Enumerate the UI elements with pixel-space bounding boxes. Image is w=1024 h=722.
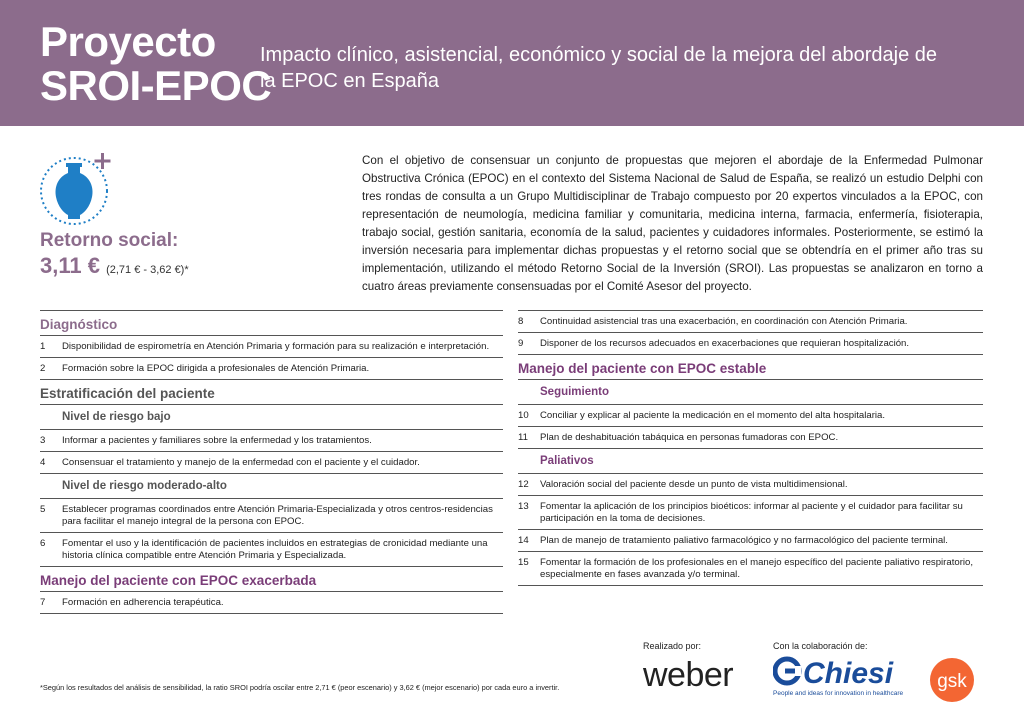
proposal-text: Plan de deshabituación tabáquica en personas fumadoras con EPOC. — [540, 432, 839, 443]
proposal-item — [40, 451, 503, 473]
proposal-item — [40, 335, 503, 357]
proposal-number: 10 — [518, 410, 529, 421]
return-range: (2,71 € - 3,62 €)* — [106, 264, 189, 276]
subsection-riesgo-bajo: Nivel de riesgo bajo — [40, 404, 503, 429]
section-estratificacion: Estratificación del paciente — [40, 379, 503, 404]
footnote: *Según los resultados del análisis de sensibilidad, la ratio SROI podría oscilar entre 2,71 € (peor escenario) y 3,62 € (mejor escenario) por cada euro a invertir. — [40, 683, 560, 692]
proposal-text: Plan de manejo de tratamiento paliativo farmacológico y no farmacológico del paciente terminal. — [540, 535, 948, 546]
proposal-number: 14 — [518, 535, 529, 546]
proposal-number: 5 — [40, 504, 46, 515]
proposals-right-column — [518, 310, 983, 586]
proposal-number: 2 — [40, 363, 46, 374]
riesgo-moderado-list — [40, 498, 503, 566]
title-line-2: SROI-EPOC — [40, 62, 272, 109]
proposal-item — [518, 495, 983, 529]
proposal-item — [40, 429, 503, 451]
divider — [518, 585, 983, 586]
proposal-number: 1 — [40, 341, 46, 352]
riesgo-bajo-list — [40, 429, 503, 473]
proposal-item — [518, 473, 983, 495]
proposal-number: 7 — [40, 597, 46, 608]
proposals-left-column — [40, 310, 503, 614]
seguimiento-list — [518, 404, 983, 448]
chiesi-wordmark: Chiesi — [803, 657, 894, 690]
proposal-number: 4 — [40, 457, 46, 468]
proposal-text: Formación sobre la EPOC dirigida a profesionales de Atención Primaria. — [62, 363, 370, 374]
chiesi-tagline: People and ideas for innovation in healthcare — [773, 690, 904, 697]
proposal-number: 12 — [518, 479, 529, 490]
subsection-seguimiento: Seguimiento — [518, 379, 983, 404]
proposal-item — [518, 529, 983, 551]
gsk-wordmark: gsk — [937, 671, 967, 692]
proposal-text: Disponibilidad de espirometría en Atención Primaria y formación para su realización e interpretación. — [62, 341, 490, 352]
proposal-text: Valoración social del paciente desde un punto de vista multidimensional. — [540, 479, 848, 490]
page-subtitle: Impacto clínico, asistencial, económico y social de la mejora del abordaje de la EPOC en España — [260, 44, 938, 92]
proposal-text: Fomentar la aplicación de los principios bioéticos: informar al paciente y el cuidador para facilitar su participación en la toma de decisiones. — [540, 501, 963, 524]
proposal-number: 11 — [518, 432, 528, 443]
proposal-item — [518, 332, 983, 354]
proposal-text: Disponer de los recursos adecuados en exacerbaciones que requieran hospitalización. — [540, 338, 910, 349]
proposal-text: Formación en adherencia terapéutica. — [62, 597, 224, 608]
return-value — [40, 253, 189, 279]
section-epoc-exacerbada: Manejo del paciente con EPOC exacerbada — [40, 566, 503, 591]
intro-paragraph: Con el objetivo de consensuar un conjunto de propuestas que mejoren el abordaje de la Enfermedad Pulmonar Obstructiva Crónica (EPOC) en el contexto del Sistema Nacional de Salud de España, se realizó un estudio Delphi con tres rondas de consulta a un Grupo Multidisciplinar de Trabajo compuesto por 20 expertos vinculados a la EPOC, con representación de neumología, medicina familiar y comunitaria, medicina interna, farmacia, enfermería, fisioterapia, trabajo social, gestión sanitaria, economía de la salud, pacientes y cuidadores informales. Posteriormente, se estimó la inversión necesaria para implementar dichas propuestas y el retorno social que se obtendría en el primer año tras su implementación, utilizando el método Retorno Social de la Inversión (SROI). Las propuestas se analizaron en torno a cuatro áreas previamente consensuadas por el Comité Asesor del proyecto. — [362, 154, 983, 293]
proposal-item — [518, 426, 983, 448]
page-title — [40, 20, 271, 108]
proposal-number: 13 — [518, 501, 529, 512]
proposal-item — [40, 357, 503, 379]
proposal-number: 8 — [518, 316, 524, 327]
collaboration-label: Con la colaboración de: — [773, 641, 868, 651]
paliativos-list — [518, 473, 983, 585]
diagnostico-list — [40, 335, 503, 379]
return-amount: 3,11 € — [40, 253, 100, 278]
return-label: Retorno social: — [40, 230, 179, 251]
section-epoc-estable: Manejo del paciente con EPOC estable — [518, 354, 983, 379]
proposal-item — [40, 532, 503, 566]
proposal-number: 3 — [40, 435, 46, 446]
header-banner — [0, 0, 1024, 126]
subsection-paliativos: Paliativos — [518, 448, 983, 473]
proposal-text: Fomentar el uso y la identificación de pacientes incluidos en estrategias de cronicidad mediante una historia clínica compatible entre Atención Primaria y Especializada. — [62, 538, 488, 561]
proposal-number: 15 — [518, 557, 529, 568]
proposal-number: 9 — [518, 338, 524, 349]
proposal-item — [518, 404, 983, 426]
divider — [40, 613, 503, 614]
proposal-text: Continuidad asistencial tras una exacerbación, en coordinación con Atención Primaria. — [540, 316, 908, 327]
piggy-bank-plus-icon — [38, 145, 118, 229]
proposal-text: Establecer programas coordinados entre Atención Primaria-Especializada y otros centros-residencias para facilitar el manejo integral de la persona con EPOC. — [62, 504, 493, 527]
proposal-text: Fomentar la formación de los profesionales en el manejo específico del paciente paliativo respiratorio, especialmente en fases avanzada y/o terminal. — [540, 557, 974, 580]
exacerbada-list — [40, 591, 503, 613]
subsection-riesgo-moderado: Nivel de riesgo moderado-alto — [40, 473, 503, 498]
gsk-logo — [928, 656, 976, 704]
proposal-item — [518, 551, 983, 585]
exacerbada-list-continued — [518, 310, 983, 354]
proposal-text: Consensuar el tratamiento y manejo de la enfermedad con el paciente y el cuidador. — [62, 457, 420, 468]
proposal-number: 6 — [40, 538, 46, 549]
made-by-label: Realizado por: — [643, 641, 702, 651]
proposal-item — [518, 310, 983, 332]
proposal-text: Conciliar y explicar al paciente la medicación en el momento del alta hospitalaria. — [540, 410, 886, 421]
proposal-item — [40, 498, 503, 532]
title-line-1: Proyecto — [40, 18, 216, 65]
weber-logo: weber — [643, 656, 734, 694]
proposal-item — [40, 591, 503, 613]
proposal-text: Informar a pacientes y familiares sobre la enfermedad y los tratamientos. — [62, 435, 372, 446]
section-diagnostico: Diagnóstico — [40, 310, 503, 335]
